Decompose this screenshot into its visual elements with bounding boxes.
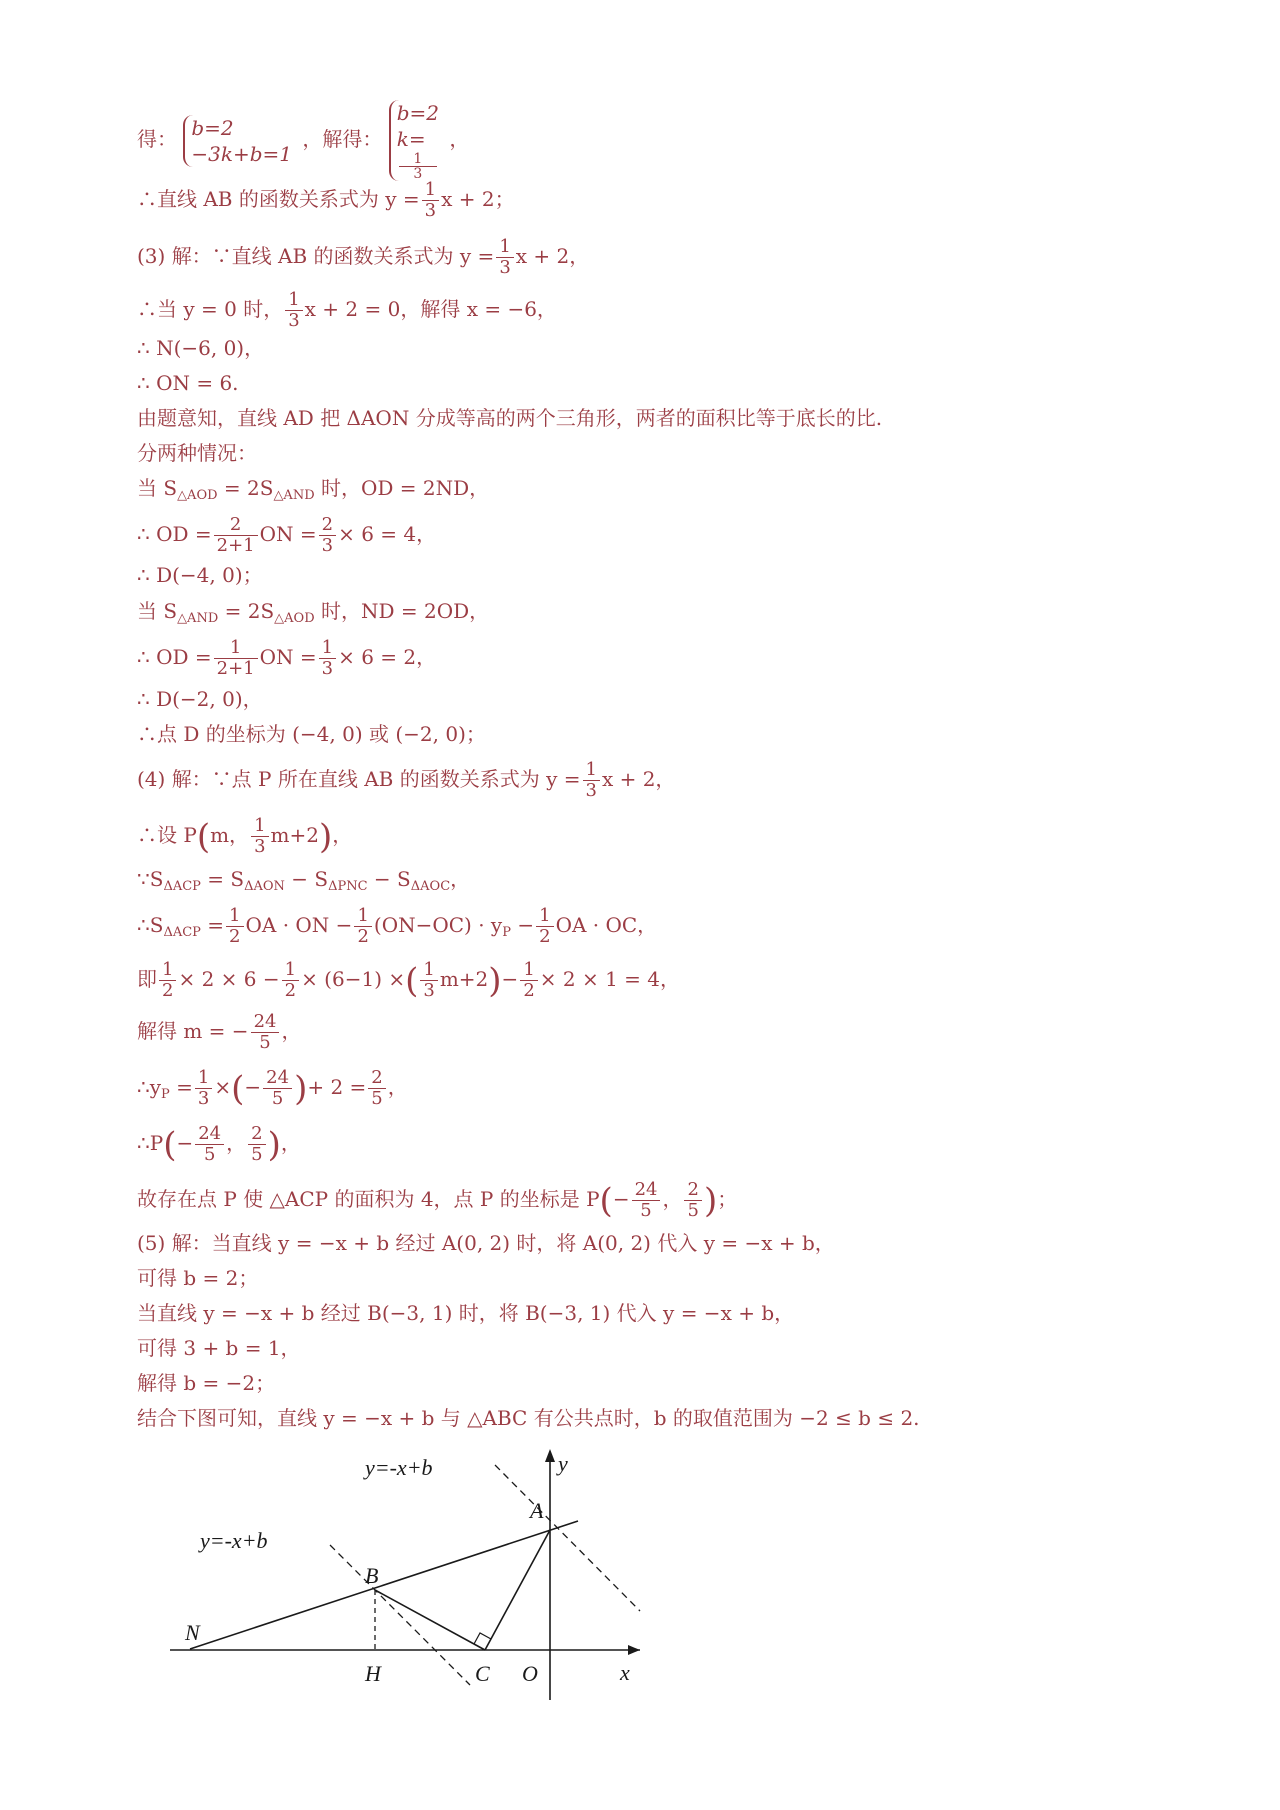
subscript: ΔACP	[163, 879, 201, 894]
equation-system	[389, 100, 443, 181]
denominator: 2	[162, 980, 174, 1001]
text: 故存在点 P 使 △ACP 的面积为 4，点 P 的坐标是 P	[137, 1187, 600, 1211]
fraction	[632, 1180, 661, 1221]
fraction	[248, 1124, 265, 1165]
label-point-A: A	[530, 1498, 544, 1523]
denominator: 3	[288, 310, 300, 331]
denominator: 3	[197, 1088, 210, 1109]
denominator: 5	[259, 1032, 271, 1053]
text-line: (5) 解：当直线 y = −x + b 经过 A(0, 2) 时，将 A(0, 2) 代入 y = −x + b，	[137, 1231, 835, 1255]
text-line: 解得 b = −2；	[137, 1371, 276, 1395]
text-line: ∴点 D 的坐标为 (−4, 0) 或 (−2, 0)；	[137, 722, 486, 746]
text: x + 2，	[515, 244, 590, 268]
denominator: 5	[687, 1200, 699, 1221]
text: ∴ OD =	[137, 522, 212, 546]
equation-system	[183, 115, 296, 167]
paren: )	[267, 1125, 281, 1165]
numerator: 24	[251, 1012, 280, 1033]
subscript: △AND	[273, 488, 315, 503]
text: + 2 =	[307, 1075, 367, 1099]
text: ∴P	[137, 1131, 164, 1155]
subscript: ΔPNC	[328, 879, 368, 894]
denominator: 3	[254, 836, 266, 857]
text-line: ∴ ON = 6.	[137, 371, 239, 395]
fraction	[251, 1012, 280, 1053]
paren: (	[231, 1069, 245, 1109]
numerator: 1	[496, 237, 513, 258]
text: × 2 × 6 −	[178, 967, 280, 991]
numerator: 1	[354, 906, 371, 927]
text: 即	[137, 967, 157, 991]
paren: (	[599, 1181, 613, 1221]
denominator: 3	[321, 535, 334, 556]
denominator: 3	[423, 980, 435, 1001]
label-line-left: y=-x+b	[200, 1528, 268, 1553]
paren: (	[163, 1125, 177, 1165]
text: (ON−OC) · y	[373, 913, 503, 937]
text-line	[137, 475, 489, 509]
denominator: 2+1	[216, 658, 255, 679]
text-line	[137, 1180, 737, 1221]
fraction	[251, 816, 268, 857]
fraction	[226, 906, 243, 947]
denominator: 5	[371, 1088, 383, 1109]
text: ，	[332, 823, 353, 847]
fraction	[285, 290, 302, 331]
text-line	[137, 760, 675, 801]
numerator: 1	[520, 960, 537, 981]
text: ∴ OD =	[137, 645, 212, 669]
text: x + 2；	[441, 187, 515, 211]
label-line-top: y=-x+b	[365, 1455, 433, 1480]
text-line	[137, 866, 470, 900]
numerator: 1	[422, 180, 439, 201]
text: OA · OC，	[555, 913, 658, 937]
x-axis-arrow	[628, 1645, 640, 1655]
segment-BC	[375, 1590, 485, 1650]
text: (4) 解：∵点 P 所在直线 AB 的函数关系式为 y =	[137, 767, 581, 791]
equation	[397, 126, 439, 181]
numerator: 2	[214, 515, 258, 536]
text: −	[244, 1075, 262, 1099]
fraction	[684, 1180, 701, 1221]
label-point-N: N	[185, 1620, 200, 1645]
numerator: 24	[263, 1068, 292, 1089]
text: = 2S	[217, 476, 274, 500]
text-line: 分两种情况：	[137, 441, 257, 465]
text: −	[510, 913, 535, 937]
fraction	[282, 960, 299, 1001]
numerator: 1	[226, 906, 243, 927]
denominator: 5	[251, 1144, 263, 1165]
fraction	[195, 1124, 224, 1165]
paren: (	[196, 817, 211, 857]
text: −	[612, 1187, 630, 1211]
equation: b=2	[191, 115, 234, 140]
equation: b=2	[396, 101, 440, 125]
subscript: ΔAOC	[410, 879, 451, 894]
denominator: 3	[585, 780, 597, 801]
text-line: ∴ D(−4, 0)；	[137, 563, 263, 587]
geometry-figure	[160, 1435, 680, 1705]
numerator: 1	[282, 960, 299, 981]
numerator: 2	[319, 515, 336, 536]
text: m，	[210, 823, 250, 847]
text: ∴直线 AB 的函数关系式为 y =	[137, 187, 420, 211]
denominator: 2+1	[216, 535, 255, 556]
numerator: 1	[214, 638, 258, 659]
subscript: △AND	[177, 611, 219, 626]
numerator: 1	[195, 1068, 212, 1089]
numerator: 1	[420, 960, 437, 981]
text-line	[137, 1068, 408, 1109]
subscript: ΔAON	[244, 879, 285, 894]
fraction	[195, 1068, 212, 1109]
text: x + 2 = 0，解得 x = −6，	[304, 297, 557, 321]
text: −	[176, 1131, 194, 1155]
label-x-axis: x	[620, 1660, 630, 1685]
text: OA · ON −	[245, 913, 353, 937]
fraction	[496, 237, 513, 278]
text-line	[137, 237, 589, 278]
text-line: 由题意知，直线 AD 把 ΔAON 分成等高的两个三角形，两者的面积比等于底长的比.	[137, 406, 883, 430]
text: =	[169, 1075, 193, 1099]
text-line	[137, 598, 489, 632]
fraction	[319, 638, 336, 679]
text: m+2	[270, 823, 319, 847]
paren: )	[318, 817, 333, 857]
dashed-line-upper	[495, 1465, 640, 1611]
fraction	[263, 1068, 292, 1109]
fraction	[583, 760, 600, 801]
denominator: 3	[413, 166, 423, 182]
numerator: 24	[195, 1124, 224, 1145]
text: = 2S	[218, 599, 275, 623]
fraction	[354, 906, 371, 947]
text: 解得 m = −	[137, 1019, 249, 1043]
text: ON =	[259, 645, 317, 669]
numerator: 1	[319, 638, 336, 659]
numerator: 1	[399, 152, 437, 167]
numerator: 2	[684, 1180, 701, 1201]
solution-system-line	[137, 100, 469, 181]
text-line: 可得 b = 2；	[137, 1266, 259, 1290]
fraction	[399, 152, 437, 181]
fraction	[420, 960, 437, 1001]
y-axis-arrow	[545, 1449, 555, 1462]
text: ∴设 P	[137, 823, 197, 847]
fraction	[368, 1068, 385, 1109]
numerator: 1	[583, 760, 600, 781]
text: ∴当 y = 0 时，	[137, 297, 284, 321]
text: ∵S	[137, 867, 164, 891]
text: ，	[387, 1075, 408, 1099]
text-line	[137, 1124, 301, 1165]
denominator: 2	[539, 926, 551, 947]
text: ，	[449, 127, 470, 151]
text: − S	[284, 867, 329, 891]
numerator: 24	[632, 1180, 661, 1201]
label-y-axis: y	[558, 1451, 568, 1476]
text: = S	[200, 867, 245, 891]
text: 得：	[137, 127, 177, 151]
denominator: 2	[284, 980, 297, 1001]
text-line	[137, 960, 680, 1001]
fraction	[159, 960, 176, 1001]
text: − S	[367, 867, 411, 891]
text: m+2	[439, 967, 489, 991]
subscript: △AOD	[274, 611, 315, 626]
equation-text: k=	[396, 127, 426, 151]
text: 当 S	[137, 599, 178, 623]
subscript: ΔACP	[163, 925, 201, 940]
label-point-C: C	[475, 1661, 490, 1686]
text: ，解得：	[302, 127, 383, 151]
fraction	[536, 906, 553, 947]
denominator: 2	[229, 926, 241, 947]
fraction	[319, 515, 336, 556]
text: ，	[280, 1131, 301, 1155]
subscript: △AOD	[177, 488, 218, 503]
fraction	[520, 960, 537, 1001]
text-line: 结合下图可知，直线 y = −x + b 与 △ABC 有公共点时，b 的取值范围为 −2 ≤ b ≤ 2.	[137, 1406, 920, 1430]
text-line	[137, 1012, 301, 1053]
text: (3) 解：∵直线 AB 的函数关系式为 y =	[137, 244, 495, 268]
text-line	[137, 638, 436, 679]
text: × 6 = 2，	[338, 645, 437, 669]
text-line: ∴ N(−6, 0)，	[137, 336, 265, 360]
fraction	[214, 515, 258, 556]
text: ×	[214, 1075, 232, 1099]
numerator: 2	[368, 1068, 385, 1089]
denominator: 3	[321, 658, 334, 679]
text: −	[501, 967, 519, 991]
paren: )	[294, 1069, 308, 1109]
text-line	[137, 290, 557, 331]
numerator: 1	[536, 906, 553, 927]
text: =	[200, 913, 225, 937]
text: × (6−1) ×	[301, 967, 406, 991]
text-line: 可得 3 + b = 1，	[137, 1336, 301, 1360]
text: ∴S	[137, 913, 164, 937]
text: × 2 × 1 = 4，	[539, 967, 680, 991]
numerator: 1	[159, 960, 176, 981]
text: ，	[226, 1131, 247, 1155]
text-line	[137, 816, 352, 857]
subscript: P	[161, 1087, 170, 1102]
text: ，	[281, 1019, 302, 1043]
text-line	[137, 515, 436, 556]
numerator: 2	[248, 1124, 265, 1145]
fraction	[214, 638, 258, 679]
label-point-B: B	[365, 1563, 379, 1588]
denominator: 5	[271, 1088, 284, 1109]
subscript: P	[502, 925, 511, 940]
text-line	[137, 180, 515, 221]
numerator: 1	[285, 290, 302, 311]
denominator: 3	[424, 200, 437, 221]
text: ，	[450, 867, 471, 891]
fraction	[422, 180, 439, 221]
denominator: 5	[640, 1200, 652, 1221]
equation: −3k+b=1	[191, 141, 293, 166]
label-point-H: H	[365, 1661, 381, 1686]
numerator: 1	[251, 816, 268, 837]
text: x + 2，	[601, 767, 676, 791]
text-line	[137, 906, 657, 947]
text: × 6 = 4，	[338, 522, 437, 546]
text: 时，OD = 2ND，	[314, 476, 490, 500]
label-point-O: O	[522, 1661, 538, 1686]
text: ON =	[259, 522, 317, 546]
text-line: 当直线 y = −x + b 经过 B(−3, 1) 时，将 B(−3, 1) 代入 y = −x + b，	[137, 1301, 795, 1325]
text: ∴y	[137, 1075, 162, 1099]
dashed-line-lower	[330, 1545, 470, 1685]
text: ，	[662, 1187, 683, 1211]
text-line: ∴ D(−2, 0)，	[137, 687, 263, 711]
paren: (	[405, 961, 419, 1001]
denominator: 2	[523, 980, 535, 1001]
denominator: 3	[499, 257, 511, 278]
text: 当 S	[137, 476, 178, 500]
denominator: 2	[357, 926, 369, 947]
paren: )	[703, 1181, 718, 1221]
denominator: 5	[203, 1144, 216, 1165]
text: ；	[717, 1187, 738, 1211]
paren: )	[488, 961, 502, 1001]
text: 时，ND = 2OD，	[314, 599, 490, 623]
